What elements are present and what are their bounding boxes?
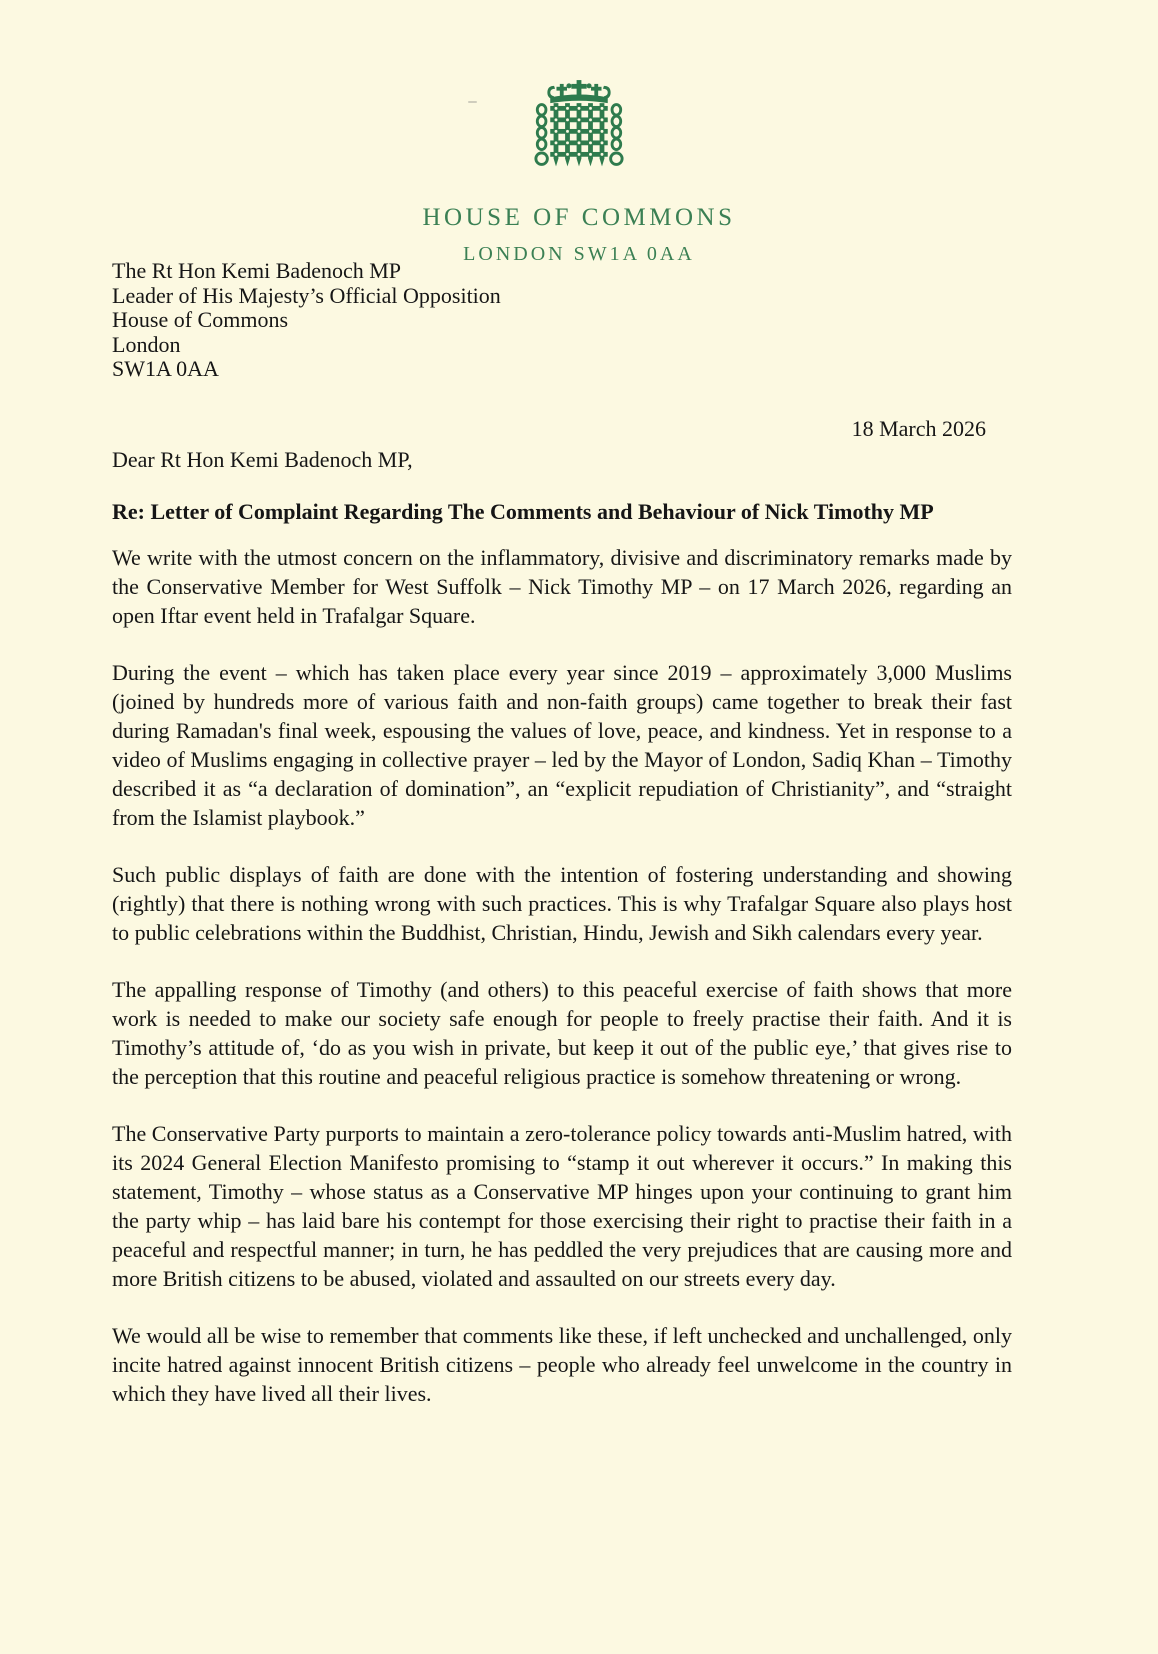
- recipient-line: SW1A 0AA: [112, 356, 219, 382]
- recipient-line: London: [112, 331, 181, 357]
- paragraph: During the event – which has taken place every year since 2019 – approximately 3,000 Muslims (joined by hundreds more of various faith and non-faith groups) came together to break their fast during Ramadan's final week, espousing the values of love, peace, and kindness. Yet in response to a video of Muslims engaging in collective prayer – led by the Mayor of London, Sadiq Khan – Timothy described it as “a declaration of domination”, an “explicit repudiation of Christianity”, and “straight from the Islamist playbook.”: [112, 660, 1012, 830]
- letter-paragraphs: [112, 543, 1012, 1408]
- subject-line: Re: Letter of Complaint Regarding The Comments and Behaviour of Nick Timothy MP: [112, 499, 934, 524]
- recipient-line: Leader of His Majesty’s Official Opposition: [112, 282, 501, 308]
- org-name: HOUSE OF COMMONS: [422, 204, 736, 231]
- letter-date: 18 March 2026: [851, 416, 986, 441]
- house-of-commons-portcullis-icon: [533, 78, 625, 178]
- org-address: LONDON SW1A 0AA: [463, 243, 695, 265]
- salutation: Dear Rt Hon Kemi Badenoch MP,: [112, 447, 413, 472]
- letter-body: [112, 414, 1012, 1436]
- letterhead: [0, 78, 1158, 178]
- recipient-address: [112, 259, 501, 382]
- recipient-line: The Rt Hon Kemi Badenoch MP: [112, 258, 402, 283]
- recipient-line: House of Commons: [112, 307, 288, 333]
- paragraph: We write with the utmost concern on the inflammatory, divisive and discriminatory remarks made by the Conservative Member for West Suffolk – Nick Timothy MP – on 17 March 2026, regarding an open Iftar event held in Trafalgar Square.: [112, 545, 1012, 628]
- paragraph: We would all be wise to remember that comments like these, if left unchecked and unchallenged, only incite hatred against innocent British citizens – people who already feel unwelcome in the country in which they have lived all their lives.: [112, 1323, 1012, 1406]
- paragraph: Such public displays of faith are done with the intention of fostering understanding and showing (rightly) that there is nothing wrong with such practices. This is why Trafalgar Square also plays host to public celebrations within the Buddhist, Christian, Hindu, Jewish and Sikh calendars every year.: [112, 862, 1012, 945]
- paragraph: The appalling response of Timothy (and others) to this peaceful exercise of faith shows that more work is needed to make our society safe enough for people to freely practise their faith. And it is Timothy’s attitude of, ‘do as you wish in private, but keep it out of the public eye,’ that gives rise to the perception that this routine and peaceful religious practice is somehow threatening or wrong.: [112, 977, 1012, 1089]
- paragraph: The Conservative Party purports to maintain a zero-tolerance policy towards anti-Muslim hatred, with its 2024 General Election Manifesto promising to “stamp it out wherever it occurs.” In making this statement, Timothy – whose status as a Conservative MP hinges upon your continuing to grant him the party whip – has laid bare his contempt for those exercising their right to practise their faith in a peaceful and respectful manner; in turn, he has peddled the very prejudices that are causing more and more British citizens to be abused, violated and assaulted on our streets every day.: [112, 1121, 1012, 1291]
